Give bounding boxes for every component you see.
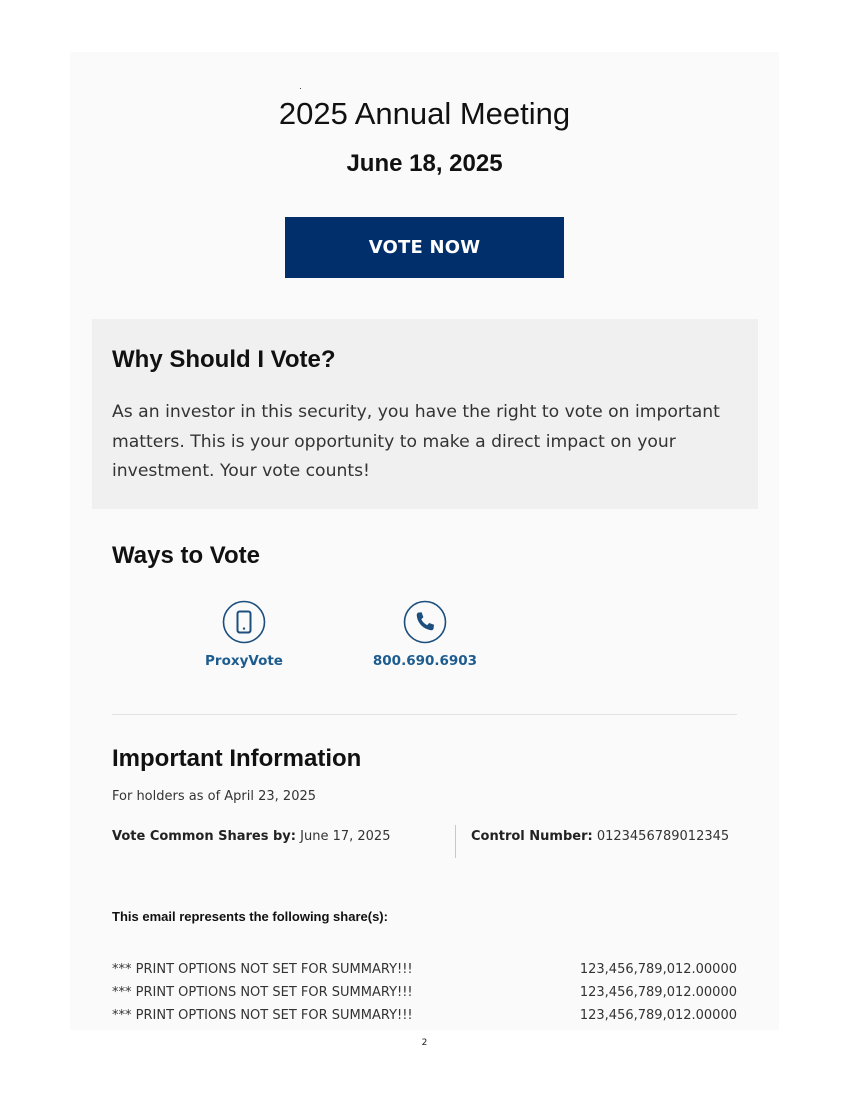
why-vote-text: As an investor in this security, you have the right to vote on important matters. This is your opportunity to make a direct impact on your investment. Your vote counts! — [112, 402, 720, 481]
share-amount: 123,456,789,012.00000 — [579, 962, 737, 977]
important-info-heading: Important Information — [112, 745, 362, 772]
meeting-title: 2025 Annual Meeting — [278, 96, 571, 131]
page-number: 2 — [421, 1038, 428, 1048]
share-amount: 123,456,789,012.00000 — [579, 985, 737, 1000]
shares-list — [112, 962, 737, 1030]
vote-by-date — [112, 829, 390, 844]
shares-heading: This email represents the following share(s): — [112, 909, 388, 924]
control-number-label: Control Number: — [471, 829, 593, 844]
why-vote-panel — [92, 319, 758, 509]
meeting-date: June 18, 2025 — [346, 150, 503, 177]
stray-dot — [300, 88, 301, 89]
vote-by-label: Vote Common Shares by: — [112, 829, 296, 844]
share-row — [112, 1008, 737, 1030]
vote-by-value: June 17, 2025 — [300, 829, 391, 844]
proxyvote-link[interactable]: ProxyVote — [205, 653, 283, 669]
phone-option[interactable] — [345, 600, 505, 669]
why-vote-heading: Why Should I Vote? — [112, 346, 336, 373]
vote-now-button[interactable]: VOTE NOW — [285, 217, 564, 278]
proxyvote-option[interactable] — [164, 600, 324, 669]
info-separator — [455, 825, 456, 858]
phone-number-link[interactable]: 800.690.6903 — [372, 653, 478, 669]
telephone-icon[interactable] — [403, 600, 447, 644]
share-row — [112, 985, 737, 1008]
share-name: *** PRINT OPTIONS NOT SET FOR SUMMARY!!! — [112, 1008, 413, 1023]
control-number-value: 0123456789012345 — [596, 829, 730, 844]
holders-date: For holders as of April 23, 2025 — [112, 789, 317, 804]
section-divider — [112, 714, 737, 715]
control-number — [471, 829, 729, 844]
email-card — [70, 52, 779, 1030]
share-amount: 123,456,789,012.00000 — [579, 1008, 737, 1023]
share-row — [112, 962, 737, 985]
share-name: *** PRINT OPTIONS NOT SET FOR SUMMARY!!! — [112, 985, 413, 1000]
mobile-phone-icon[interactable] — [222, 600, 266, 644]
ways-to-vote-heading: Ways to Vote — [112, 542, 261, 569]
share-name: *** PRINT OPTIONS NOT SET FOR SUMMARY!!! — [112, 962, 413, 977]
